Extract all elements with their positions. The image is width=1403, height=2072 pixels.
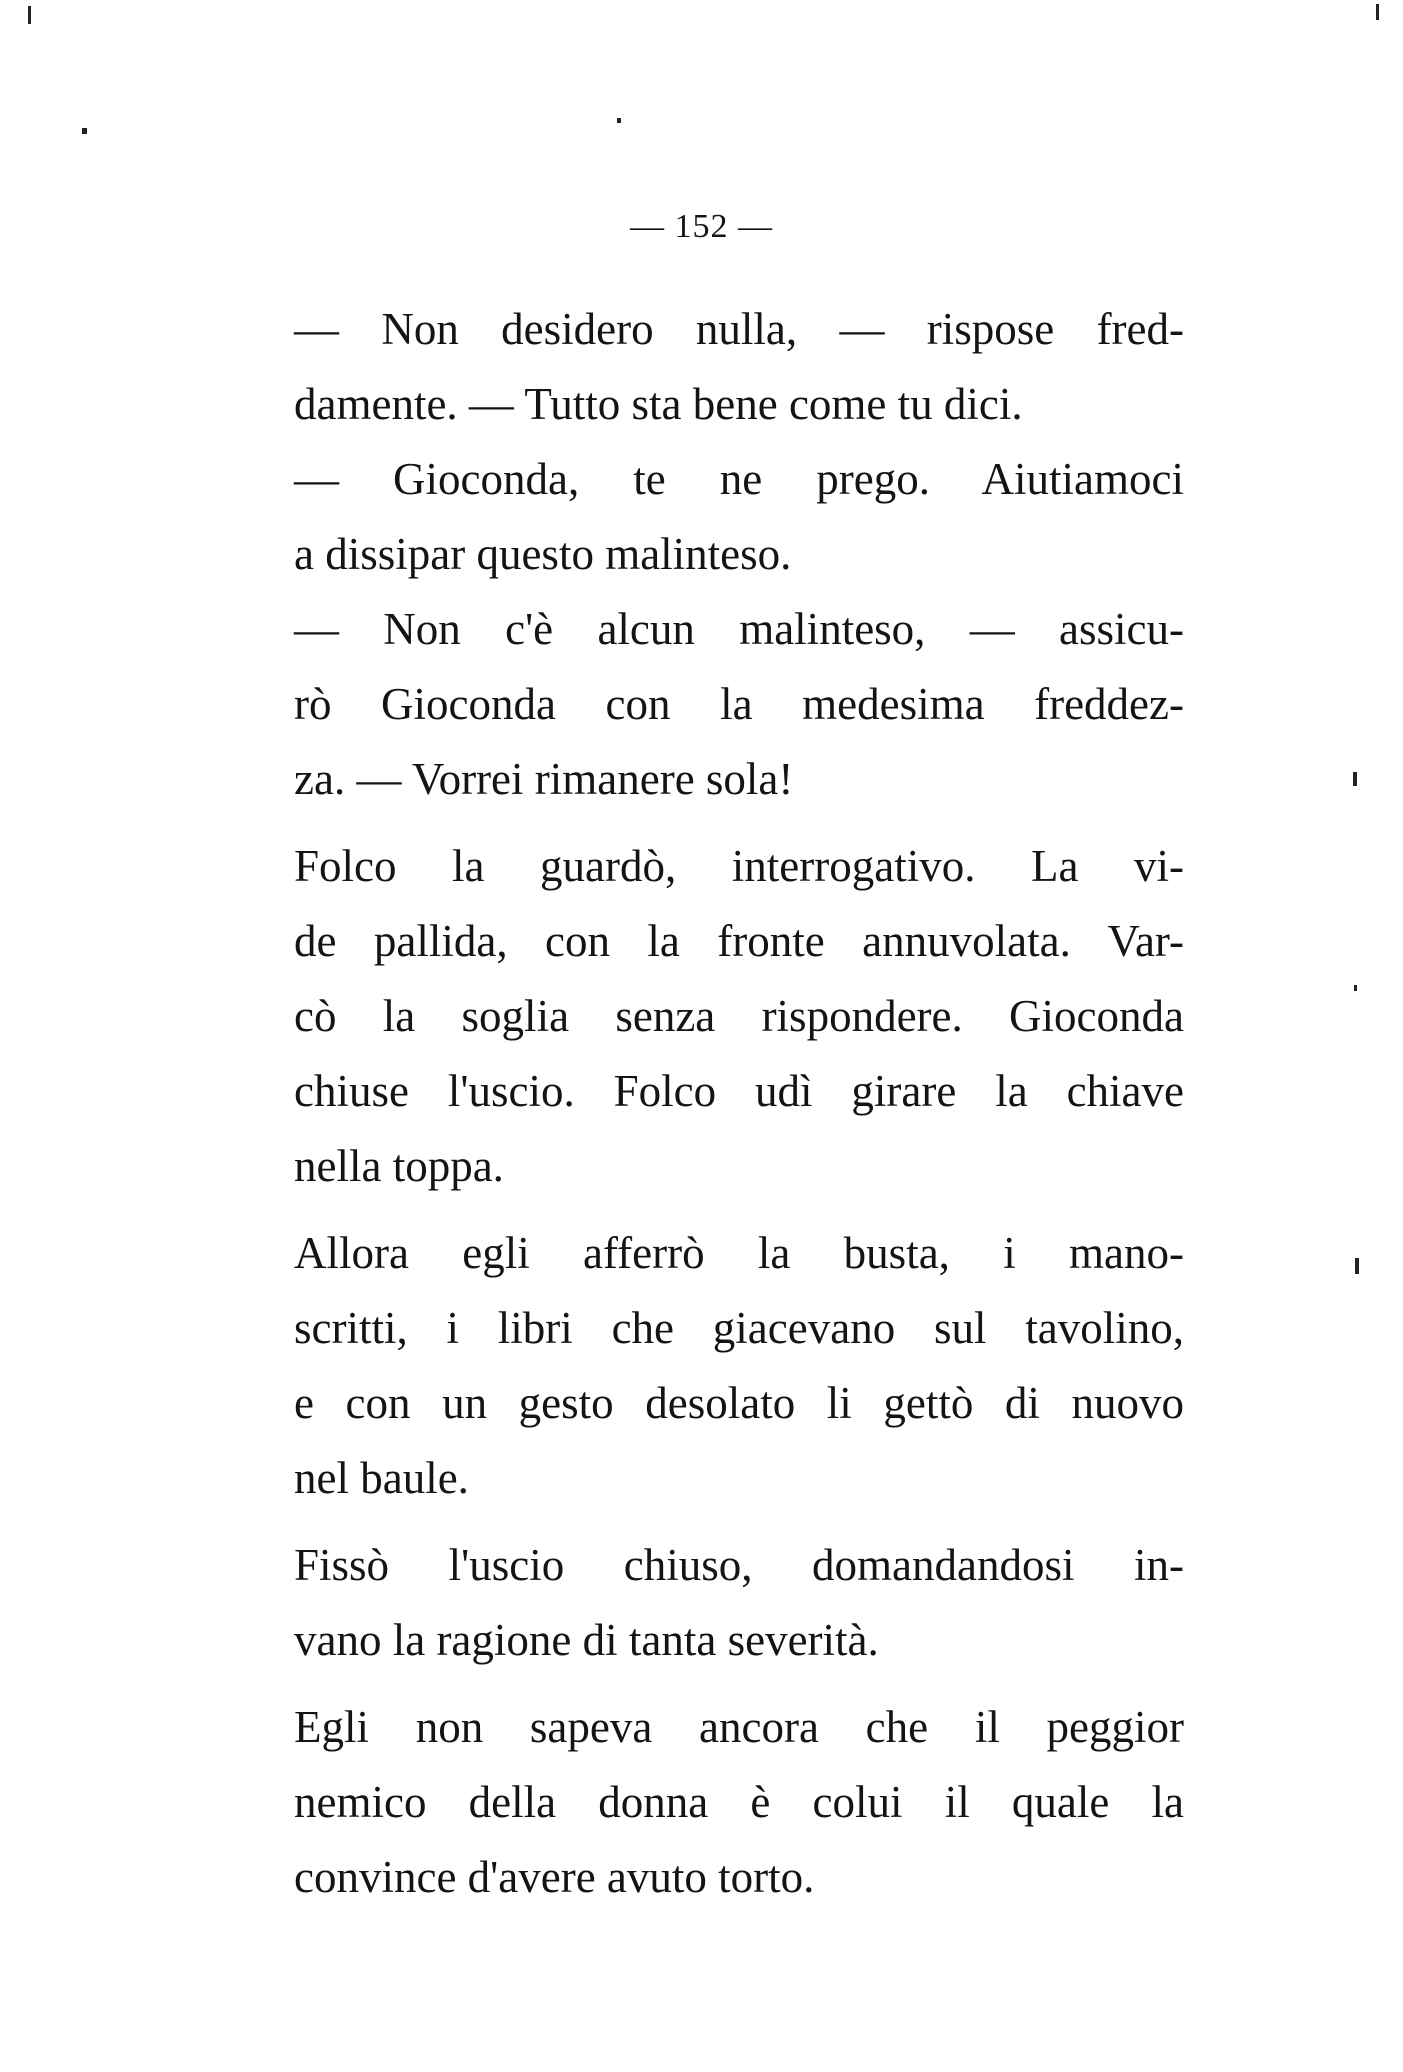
text-line: e con un gesto desolato li gettò di nuovo	[294, 1378, 1184, 1428]
text-line: de pallida, con la fronte annuvolata. Var-	[294, 916, 1184, 966]
text-line: a dissipar questo malinteso.	[294, 529, 792, 579]
text-line: nel baule.	[294, 1453, 469, 1503]
text-line: Allora egli afferrò la busta, i mano-	[294, 1228, 1184, 1278]
text-line: chiuse l'uscio. Folco udì girare la chiave	[294, 1066, 1184, 1116]
text-line: nemico della donna è colui il quale la	[294, 1777, 1184, 1827]
scan-speck	[1376, 4, 1379, 20]
text-line: — Non desidero nulla, — rispose fred-	[294, 304, 1184, 354]
page-text	[294, 292, 1184, 1915]
text-line: damente. — Tutto sta bene come tu dici.	[294, 379, 1023, 429]
scan-speck	[1353, 772, 1357, 786]
text-line: rò Gioconda con la medesima freddez-	[294, 679, 1184, 729]
text-line: convince d'avere avuto torto.	[294, 1852, 815, 1902]
text-line: nella toppa.	[294, 1141, 504, 1191]
text-line: Egli non sapeva ancora che il peggior	[294, 1702, 1184, 1752]
text-line: Fissò l'uscio chiuso, domandandosi in-	[294, 1540, 1184, 1590]
text-line: za. — Vorrei rimanere sola!	[294, 754, 794, 804]
text-line: scritti, i libri che giacevano sul tavolino,	[294, 1303, 1184, 1353]
text-line: Folco la guardò, interrogativo. La vi-	[294, 841, 1184, 891]
page-number: — 152 —	[630, 208, 773, 245]
text-line: — Non c'è alcun malinteso, — assicu-	[294, 604, 1184, 654]
scan-speck	[28, 6, 31, 24]
scan-speck	[1354, 985, 1357, 991]
scan-speck	[1355, 1258, 1359, 1274]
scan-speck	[82, 128, 87, 134]
scan-speck	[617, 118, 621, 123]
text-line: vano la ragione di tanta severità.	[294, 1615, 879, 1665]
text-line: — Gioconda, te ne prego. Aiutiamoci	[294, 454, 1184, 504]
text-line: cò la soglia senza rispondere. Gioconda	[294, 991, 1184, 1041]
